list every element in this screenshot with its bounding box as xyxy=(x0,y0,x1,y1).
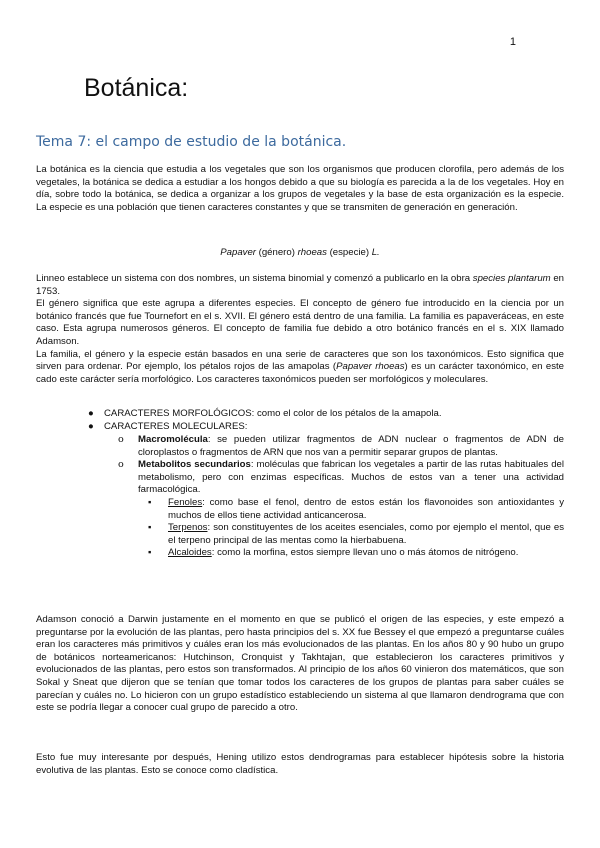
hening-paragraph: Esto fue muy interesante por después, Hening utilizo estos dendrogramas para establecer hipótesis sobre la historia evolutiva de las plantas. Esto se conoce como cladística. xyxy=(36,752,564,776)
list-item: o Macromolécula: se pueden utilizar fragmentos de ADN nuclear o fragmentos de ADN de cloroplastos o fragmentos de ARN que nos van a permitir separar grupos de plantas. xyxy=(118,434,564,458)
list-item: ▪ Fenoles: como base el fenol, dentro de estos están los flavonoides son antioxidantes y muchos de ellos tiene actividad anticancerosa. xyxy=(148,496,564,521)
list-item: ● CARACTERES MORFOLÓGICOS: como el color de los pétalos de la amapola. xyxy=(88,408,442,419)
bullet-icon: ● xyxy=(88,408,94,419)
epithet: rhoeas xyxy=(297,247,327,258)
metabolite-types xyxy=(118,497,564,560)
body-paragraphs xyxy=(36,273,564,386)
list-item: o Metabolitos secundarios: moléculas que fabrican los vegetales a partir de las rutas habituales del metabolismo, pero con enzimas específicas. Muchos de estos van a tener una actividad farmacológica. xyxy=(118,459,565,496)
genus-note: (género) xyxy=(255,247,298,258)
list-item: ▪ Alcaloides: como la morfina, estos siempre llevan uno o más átomos de nitrógeno. xyxy=(148,547,519,559)
linneo-paragraph: Linneo establece un sistema con dos nombres, un sistema binomial y comenzó a publicarlo en la obra species plantarum en 1753. xyxy=(36,273,564,297)
list-item: ▪ Terpenos: son constituyentes de los aceites esenciales, como por ejemplo el mentol, que es el terpeno principal de las mentas como la hierbabuena. xyxy=(148,522,564,546)
familia-paragraph: La familia, el género y la especie están basados en una serie de caracteres que son los taxonómicos. Esto significa que sirven para ordenar. Por ejemplo, los pétalos rojos de las amapolas (Papaver rhoeas) es un carácter taxonómico, en este cado este carácter sería morfológico. Los caracteres taxonómicos pueden ser morfológicos y moleculares. xyxy=(36,348,565,385)
page-number: 1 xyxy=(509,36,516,48)
bullet-icon: ● xyxy=(88,420,94,432)
intro-paragraph: La botánica es la ciencia que estudia a los vegetales que son los organismos que producen clorofila, pero además de los vegetales, la botánica se dedica a estudiar a los hongos debido a que su biología es parecida a la de los vegetales. Hoy en día, sobre todo la botánica, se dedica a organizar a los grupos de vegetales y la base de esta organización es la especie. La especie es una población que tienen caracteres constantes y que se transmiten de generación en generación. xyxy=(36,164,564,213)
section-heading: Tema 7: el campo de estudio de la botánica. xyxy=(36,134,347,150)
circle-bullet-icon: o xyxy=(118,434,124,445)
page-title: Botánica: xyxy=(84,74,189,102)
epithet-note: (especie) xyxy=(326,247,372,258)
circle-bullet-icon: o xyxy=(118,459,124,471)
genus: Papaver xyxy=(220,247,256,258)
character-list xyxy=(88,408,564,433)
square-bullet-icon: ▪ xyxy=(148,496,152,508)
author: L. xyxy=(371,247,380,258)
genero-paragraph: El género significa que este agrupa a diferentes especies. El concepto de género fue introducido en la ciencia por un botánico francés que fue Tournefort en el s. XVII. El género está dentro de una familia. La familia es papaveráceas, en este caso. Esta agrupa numerosos géneros. El concepto de familia fue debido a otro botánico francés en el s. XIX llamado Adamson. xyxy=(36,298,564,347)
list-item: ● CARACTERES MOLECULARES: xyxy=(88,420,248,432)
square-bullet-icon: ▪ xyxy=(148,547,152,559)
species-name xyxy=(36,247,564,260)
square-bullet-icon: ▪ xyxy=(148,522,152,534)
adamson-paragraph: Adamson conoció a Darwin justamente en el momento en que se publicó el origen de las especies, y este empezó a preguntarse por la evolución de las plantas, pero hasta principios del s. XX fue Bessey el que empezó a preguntarse cuáles eran los caracteres más primitivos y cuáles eran los más evolucionados de las plantas. En los años 80 y 90 hubo un grupo de botánicos norteamericanos: Hutchinson, Cronquist y Takhtajan, que establecieron los caracteres primitivos y evolucionados de las plantas, pero estos son transformados. Al principio de los años 60 vinieron dos matemáticos, que son Sokal y Sneat que dijeron que se tenían que tomar todos los caracteres de los grupos de plantas para saber cuáles se parecían y cuáles no. Lo hicieron con un grupo estadístico estableciendo un sistema al que llamaron dendrograma que con este se podría llegar a conocer cual grupo de parecido a otro. xyxy=(36,614,564,714)
molecular-sublist xyxy=(118,434,564,560)
